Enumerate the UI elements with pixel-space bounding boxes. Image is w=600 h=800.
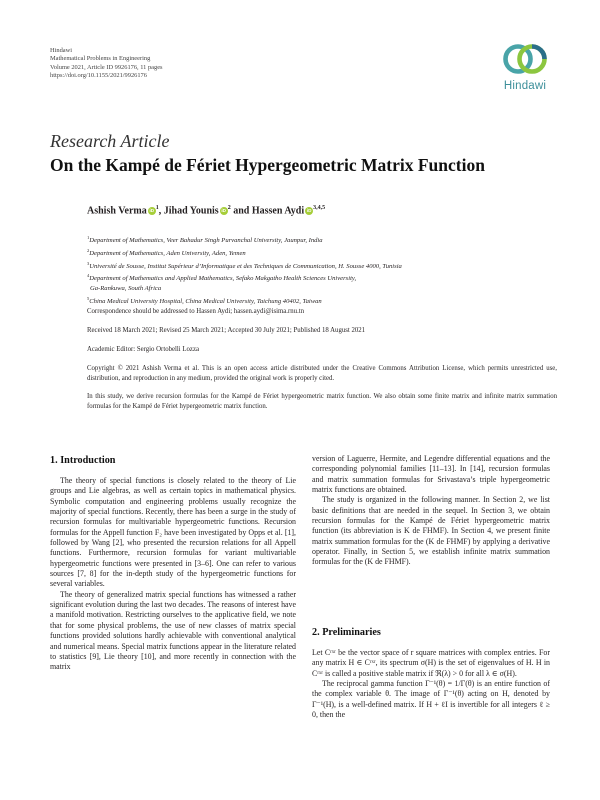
paragraph: The theory of special functions is closely related to the theory of Lie groups and Lie algebras, as well as certain topics in mathematical physics. Symbolic computation and engineering problems usually recognize the majority of special functions. Recently, there has been a surge in the study of recursion formulas for multivariable hypergeometric functions. Recursion formulas for the Appell function F₂ have been investigated by Opps et al. [1], followed by Wang [2], who presented the recursion relations for all Appell functions. Furthermore, recursion formulas for variant multivariable hypergeometric functions were presented in [3–6]. One can refer to various sources [7, 8] for the in-depth study of the hypergeometric functions for several variables.	[50, 476, 296, 589]
publisher-name: Hindawi	[50, 47, 73, 54]
left-column	[50, 476, 296, 673]
affiliation-line	[87, 294, 557, 307]
doi-link[interactable]: https://doi.org/10.1155/2021/9926176	[50, 72, 147, 80]
journal-name: Mathematical Problems in Engineering	[50, 55, 151, 63]
logo-wordmark: Hindawi	[503, 80, 547, 92]
affiliation-sup: 3	[87, 260, 90, 266]
affiliation-sup: 5	[87, 295, 90, 301]
hindawi-logo[interactable]	[492, 38, 558, 106]
article-title: On the Kampé de Fériet Hypergeometric Matrix Function	[50, 155, 485, 175]
affiliation-text: Department of Mathematics and Applied Mathematics, Sefako Makgatho Health Sciences University,	[89, 275, 357, 283]
paragraph: The theory of generalized matrix special functions has witnessed a rather significant evolution during the last two decades. The reasons of interest have a manifold motivation. Restricting ourselves to the applicative field, we note that for some physical problems, the use of new classes of matrix special functions provided solutions hardly achievable with conventional analytical and numerical means. Special matrix functions appear in the literature related to statistics [9], Lie theory [10], and more recently in connection with the matrix	[50, 589, 296, 672]
affiliation-text: China Medical University Hospital, China Medical University, Taichung 40402, Taiwan	[89, 297, 322, 305]
orcid-icon[interactable]: iD	[149, 208, 155, 214]
orcid-icon[interactable]: iD	[306, 208, 312, 214]
section-heading-introduction: 1. Introduction	[50, 455, 116, 466]
journal-header	[50, 47, 163, 81]
paragraph: version of Laguerre, Hermite, and Legendre differential equations and the corresponding polynomial families [11–13]. In [14], recursion formulas and matrix summation formulas for Srivastava’s triple hypergeometric matrix functions are obtained.	[312, 454, 550, 495]
paragraph: The reciprocal gamma function Γ⁻¹(θ) = 1/Γ(θ) is an entire function of the complex variable θ. The image of Γ⁻¹(θ) acting on H, denoted by Γ⁻¹(H), is a well-defined matrix. If H + ℓI is invertible for all integers ℓ ≥ 0, then the	[312, 679, 550, 720]
author-affil-sup: 3,4,5	[313, 205, 326, 211]
author-list	[87, 205, 325, 216]
affiliation-sup: 4	[87, 273, 90, 279]
section-heading-preliminaries: 2. Preliminaries	[312, 627, 381, 638]
affiliation-line	[87, 284, 557, 294]
affiliation-text: Ga-Rankuwa, South Africa	[90, 285, 162, 293]
article-dates: Received 18 March 2021; Revised 25 March 2021; Accepted 30 July 2021; Published 18 August 2021	[87, 327, 366, 334]
author-separator: and	[230, 205, 252, 217]
affiliations	[87, 233, 557, 307]
author-name[interactable]: Ashish Verma	[87, 205, 147, 217]
author-affil-sup: 1	[155, 205, 159, 211]
right-column-top	[312, 454, 550, 568]
affiliation-line	[87, 271, 557, 284]
author-name[interactable]: Hassen Aydi	[251, 205, 305, 217]
abstract: In this study, we derive recursion formulas for the Kampé de Fériet hypergeometric matrix function. We also obtain some finite matrix and infinite matrix summation formulas for the Kampé de Fériet hypergeometric matrix function.	[87, 393, 557, 410]
affiliation-line	[87, 233, 557, 246]
article-type: Research Article	[50, 131, 170, 151]
paragraph: The study is organized in the following manner. In Section 2, we list basic definitions that are needed in the sequel. In Section 3, we obtain recursion formulas for the Kampé de Fériet hypergeometric matrix function (its abbreviation is K de FHMF). In Section 4, we present finite matrix summation formulas for the (K de FHMF) by applying a derivative operator. Finally, in Section 5, we establish infinite matrix summation formulas for the (K de FHMF).	[312, 495, 550, 567]
author-name[interactable]: Jihad Younis	[163, 205, 219, 217]
affiliation-sup: 2	[87, 247, 90, 253]
affiliation-line	[87, 246, 557, 259]
right-column-bottom	[312, 648, 550, 720]
affiliation-text: Université de Sousse, Institut Supérieur d’Informatique et des Techniques de Communication, H. Sousse 4000, Tunisia	[89, 262, 402, 270]
affiliation-line	[87, 259, 557, 272]
hindawi-logo-icon	[501, 38, 549, 78]
volume-line: Volume 2021, Article ID 9926176, 11 pages	[50, 63, 163, 71]
affiliation-text: Department of Mathematics, Veer Bahadur Singh Purvanchal University, Jaunpur, India	[89, 237, 323, 245]
orcid-icon[interactable]: iD	[221, 208, 226, 214]
paragraph: Let Cʳˣʳ be the vector space of r square matrices with complex entries. For any matrix H ∈ Cʳˣʳ, its spectrum σ(H) is the set of eigenvalues of H. H in Cʳˣʳ is called a positive stable matrix if ℜ(λ) > 0 for all λ ∈ σ(H).	[312, 648, 550, 678]
author-affil-sup: 2	[227, 205, 231, 211]
affiliation-text: Department of Mathematics, Aden University, Aden, Yemen	[89, 249, 246, 257]
author-separator: ,	[158, 205, 164, 217]
correspondence: Correspondence should be addressed to Hassen Aydi; hassen.aydi@isima.rnu.tn	[87, 308, 305, 315]
affiliation-sup: 1	[87, 235, 90, 240]
copyright-notice: Copyright © 2021 Ashish Verma et al. This is an open access article distributed under the Creative Commons Attribution License, which permits unrestricted use, distribution, and reproduction in any medium, provided the original work is properly cited.	[87, 365, 557, 382]
academic-editor: Academic Editor: Sergio Ortobelli Lozza	[87, 346, 199, 353]
